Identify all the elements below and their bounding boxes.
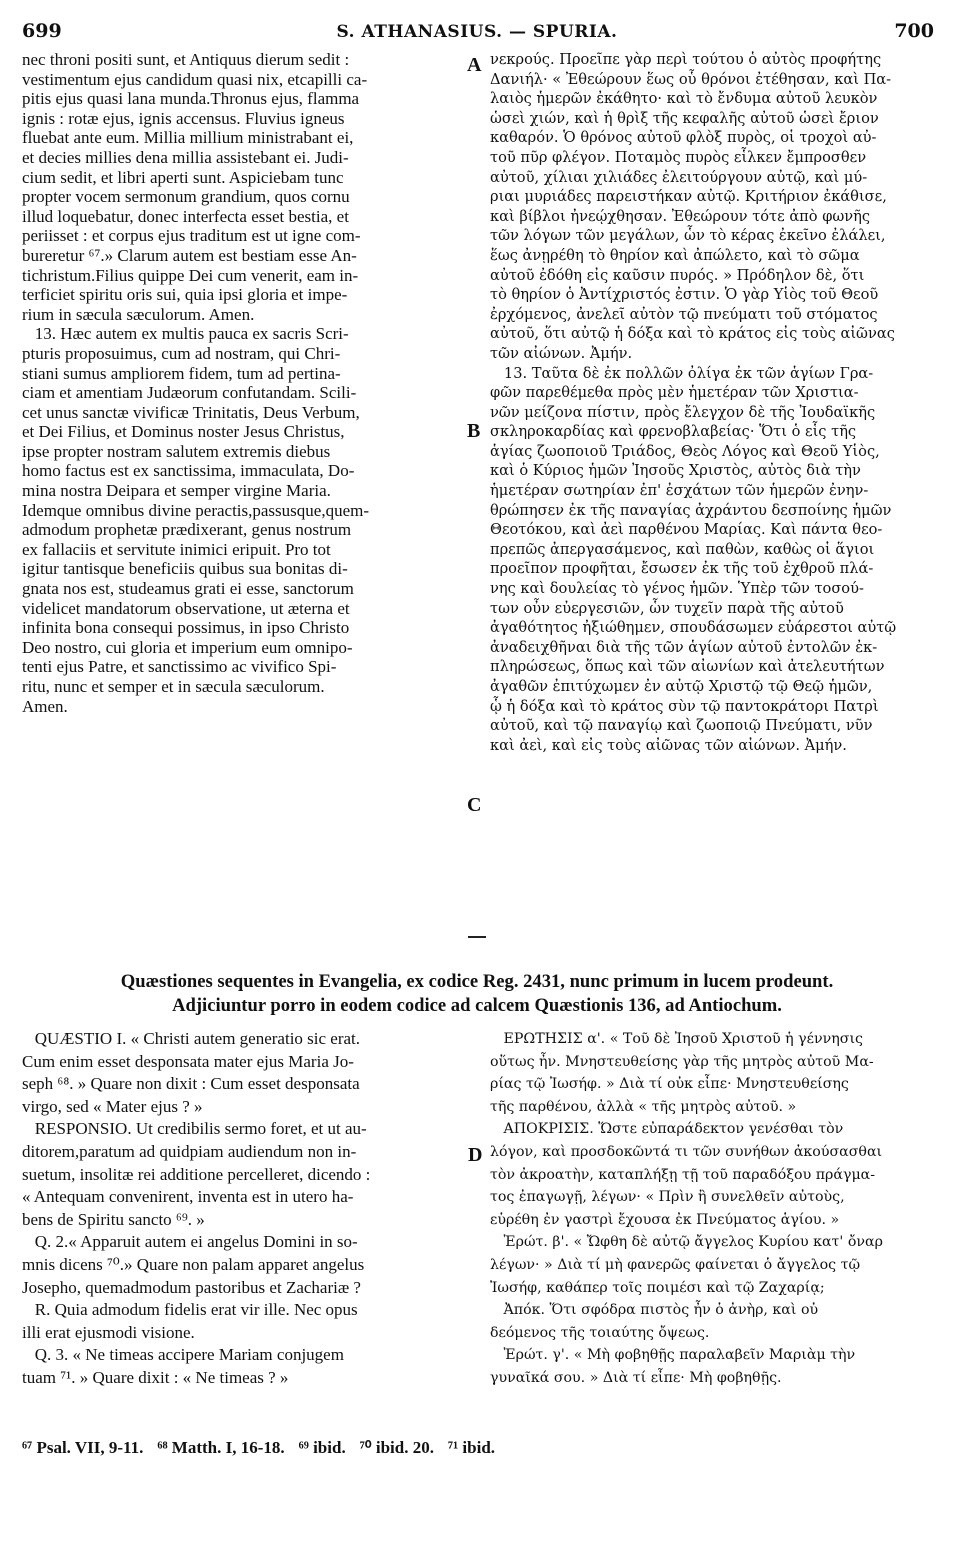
latin-line: QUÆSTIO I. « Christi autem generatio sic erat.: [22, 1029, 361, 1048]
greek-line: Ἐρώτ. γ'. « Μὴ φοβηθῇς παραλαβεῖν Μαριὰμ τὴν: [490, 1347, 856, 1364]
latin-line: « Antequam convenirent, inventa est in utero ha-: [22, 1187, 354, 1207]
greek-line: ἕως ἀνῃρέθη τὸ θηρίον καὶ ἀπώλετο, καὶ τὸ σῶμα: [490, 246, 860, 264]
greek-line: γυναῖκά σου. » Διὰ τί εἶπε· Μὴ φοβηθῇς.: [490, 1369, 782, 1386]
footnote: ⁷⁰ ibid. 20.: [359, 1438, 434, 1457]
latin-line: rium in sæcula sæculorum. Amen.: [22, 304, 255, 324]
latin-line: pturis proposuimus, cum ad nostram, qui Chri-: [22, 343, 341, 363]
greek-line: Θεοτόκου, καὶ ἀεὶ παρθένου Μαρίας. Καὶ πάντα θεο-: [490, 521, 883, 539]
latin-line: admodum prophetæ prædixerant, genus nostrum: [22, 520, 352, 540]
greek-line: αὐτοῦ, χίλιαι χιλιάδες ἐλειτούργουν αὐτῷ, καὶ μύ-: [490, 168, 868, 186]
greek-line: ἀγαθότητος ἠξιώθημεν, σπουδάσωμεν εὐάρεστοι αὐτῷ: [490, 619, 897, 637]
greek-line: τῆς παρθένου, ἀλλὰ « τῆς μητρὸς αὐτοῦ. »: [490, 1098, 797, 1115]
latin-line: 13. Hæc autem ex multis pauca ex sacris Scri-: [22, 324, 349, 344]
latin-line: et Dei Filius, et Dominus noster Jesus Christus,: [22, 422, 345, 442]
section-divider: [468, 936, 486, 938]
latin-line: Amen.: [22, 696, 68, 716]
greek-line: τῶν αἰώνων. Ἀμήν.: [490, 344, 633, 362]
greek-line: φῶν παρεθέμεθα πρὸς μὲν ἡμετέραν τῶν Χριστια-: [490, 384, 859, 402]
greek-line: οὕτως ἦν. Μνηστευθείσης γὰρ τῆς μητρὸς αὐτοῦ Μα-: [490, 1053, 874, 1070]
greek-line: ἁγίας ζωοποιοῦ Τριάδος, Θεὸς Λόγος καὶ Θεοῦ Υἱὸς,: [490, 442, 880, 460]
greek-line: ἀναδειχθῆναι διὰ τῆς τῶν ἁγίων αὐτοῦ ἐντολῶν ἐκ-: [490, 638, 878, 656]
latin-line: bureretur ⁶⁷.» Clarum autem est bestiam esse An-: [22, 245, 357, 265]
latin-line: tichristum.Filius quippe Dei cum venerit, eam in-: [22, 265, 359, 285]
greek-line: θρώπησεν ἐκ τῆς παναγίας ἀχράντου δεσποίνης ἡμῶν: [490, 501, 892, 519]
greek-line: καὶ ὁ Κύριος ἡμῶν Ἰησοῦς Χριστὸς, αὐτὸς διὰ τὴν: [490, 462, 861, 480]
latin-line: Cum enim esset desponsata mater ejus Maria Jo-: [22, 1051, 354, 1071]
latin-line: ritu, nunc et semper et in sæcula sæculorum.: [22, 677, 325, 696]
footnote: ⁷¹ ibid.: [447, 1438, 496, 1457]
greek-line: νεκρούς. Προεῖπε γὰρ περὶ τούτου ὁ αὐτὸς προφήτης: [490, 51, 882, 68]
latin-line: ex fallaciis et servitute inimici eripuit. Pro tot: [22, 539, 331, 559]
greek-line: τῶν λόγων τῶν μεγάλων, ὧν τὸ κέρας ἐκεῖνο ἐλάλει,: [490, 227, 886, 245]
latin-line: infinita bona consequi possimus, in ipso Christo: [22, 618, 350, 638]
greek-line: τὸ θηρίον ὁ Ἀντίχριστός ἐστιν. Ὁ γὰρ Υἱὸς τοῦ Θεοῦ: [490, 286, 879, 304]
greek-line: 13. Ταῦτα δὲ ἐκ πολλῶν ὀλίγα ἐκ τῶν ἁγίων Γρα-: [490, 364, 874, 382]
greek-line: καὶ ἀεὶ, καὶ εἰς τοὺς αἰῶνας τῶν αἰώνων. Ἀμήν.: [490, 736, 847, 754]
greek-line: καθαρόν. Ὁ θρόνος αὐτοῦ φλὸξ πυρὸς, οἱ τροχοὶ αὐ-: [490, 129, 877, 147]
latin-line: nec throni positi sunt, et Antiquus dierum sedit :: [22, 50, 350, 69]
latin-line: virgo, sed « Mater ejus ? »: [22, 1096, 203, 1116]
greek-line: τος ἐπαγωγῇ, λέγων· « Πρὶν ἢ συνελθεῖν αὐτοὺς,: [490, 1189, 845, 1206]
latin-line: ciam et amentiam Judæorum confutandam. Scili-: [22, 383, 357, 403]
latin-line: illi erat ejusmodi visione.: [22, 1322, 195, 1342]
latin-line: bens de Spiritu sancto ⁶⁹. »: [22, 1209, 205, 1229]
greek-line: προεῖπον προφῆται, ἔσωσεν ἐκ τῆς τοῦ ἐχθροῦ πλά-: [490, 560, 874, 578]
greek-line: πληρώσεως, ὅπως καὶ τῶν αἰωνίων καὶ ἀτελευτήτων: [490, 658, 885, 676]
page-number-right: 700: [894, 20, 934, 42]
latin-line: igitur tantisque beneficiis quibus sua bonitas di-: [22, 559, 348, 579]
greek-line: ΑΠΟΚΡΙΣΙΣ. Ὥστε εὐπαράδεκτον γενέσθαι τὸν: [490, 1121, 844, 1138]
latin-line: videlicet mandatorum observatione, ut æterna et: [22, 598, 350, 618]
latin-line: ipse propter nostram salutem extremis diebus: [22, 441, 331, 461]
latin-line: seph ⁶⁸. » Quare non dixit : Cum esset desponsata: [22, 1074, 360, 1094]
section-heading: [20, 970, 934, 1018]
footnote: ⁶⁹ ibid.: [298, 1438, 346, 1457]
running-header: [0, 14, 954, 44]
greek-line: των οὖν εὐεργεσιῶν, ὧν τυχεῖν παρὰ τῆς αὐτοῦ: [490, 599, 844, 617]
latin-line: fluebat ante eum. Millia millium ministrabant ei,: [22, 128, 354, 148]
latin-line: Q. 2.« Apparuit autem ei angelus Domini in so-: [22, 1232, 358, 1252]
greek-column-top: [490, 50, 935, 755]
greek-line: ριαι μυριάδες παρειστήκαν αὐτῷ. Κριτήριον ἐκάθισε,: [490, 188, 887, 206]
latin-line: propter vocem sermonum grandium, quos cornu: [22, 187, 350, 207]
greek-line: Ἐρώτ. β'. « Ὤφθη δὲ αὐτῷ ἄγγελος Κυρίου κατ' ὄναρ: [490, 1234, 883, 1251]
latin-line: mina nostra Deipara et semper virgine Maria.: [22, 481, 331, 501]
latin-line: R. Quia admodum fidelis erat vir ille. Nec opus: [22, 1300, 358, 1320]
footnotes: [22, 1438, 922, 1458]
greek-line: ρίας τῷ Ἰωσήφ. » Διὰ τί οὐκ εἶπε· Μνηστευθείσης: [490, 1076, 849, 1093]
greek-line: αὐτοῦ, καὶ τῷ παναγίῳ καὶ ζωοποιῷ Πνεύματι, νῦν: [490, 717, 873, 735]
greek-line: ἀγαθῶν ἐπιτύχωμεν ἐν αὐτῷ Χριστῷ τῷ Θεῷ ἡμῶν,: [490, 678, 873, 695]
greek-line: λαιὸς ἡμερῶν ἐκάθητο· καὶ τὸ ἔνδυμα αὐτοῦ λευκὸν: [490, 90, 878, 108]
latin-column-bottom: [22, 1028, 462, 1390]
greek-column-bottom: [490, 1028, 935, 1390]
running-title: S. ATHANASIUS. — SPURIA.: [336, 22, 618, 42]
latin-line: suetum, insolitæ rei additione percelleret, dicendo :: [22, 1164, 371, 1184]
greek-line: νῶν μείζονα πίστιν, πρὸς ἔλεγχον δὲ τῆς Ἰουδαϊκῆς: [490, 403, 876, 421]
latin-line: RESPONSIO. Ut credibilis sermo foret, et ut au-: [22, 1119, 367, 1139]
latin-line: terficiet spiritu oris sui, quia ipsi gloria et impe-: [22, 285, 348, 305]
latin-line: pitis ejus quasi lana munda.Thronus ejus, flamma: [22, 89, 360, 109]
footnote: ⁶⁸ Matth. I, 16-18.: [157, 1438, 285, 1457]
latin-line: cet unus sanctæ vivificæ Trinitatis, Deus Verbum,: [22, 402, 360, 422]
latin-line: Idemque omnibus divine peractis,passusque,quem-: [22, 500, 370, 520]
greek-line: αὐτοῦ ἐδόθη εἰς καῦσιν πυρός. » Πρόδηλον δὲ, ὅτι: [490, 266, 865, 284]
margin-marker-d: D: [468, 1144, 483, 1166]
greek-line: αὐτοῦ, ὅτι αὐτῷ ἡ δόξα καὶ τὸ κράτος εἰς τοὺς αἰῶνας: [490, 325, 895, 343]
heading-line: Quæstiones sequentes in Evangelia, ex codice Reg. 2431, nunc primum in lucem prodeunt.: [120, 971, 834, 992]
greek-line: ΕΡΩΤΗΣΙΣ α'. « Τοῦ δὲ Ἰησοῦ Χριστοῦ ἡ γέννησις: [490, 1031, 863, 1047]
margin-marker-a: A: [467, 54, 482, 76]
greek-line: σκληροκαρδίας καὶ φρενοβλαβείας· Ὅτι ὁ εἷς τῆς: [490, 423, 857, 441]
latin-column-top: [22, 50, 462, 716]
latin-line: ignis : rotæ ejus, ignis accensus. Fluvius igneus: [22, 108, 345, 128]
footnote: ⁶⁷ Psal. VII, 9-11.: [22, 1438, 144, 1457]
latin-line: Deo nostro, cui gloria et imperium eum omnipo-: [22, 637, 353, 657]
latin-line: cium sedit, et libri aperti sunt. Aspiciebam tunc: [22, 167, 344, 187]
greek-line: ἐρχόμενος, ἀνελεῖ αὐτὸν τῷ πνεύματι τοῦ στόματος: [490, 305, 878, 323]
latin-line: Josepho, quemadmodum pastoribus et Zachariæ ?: [22, 1277, 361, 1297]
greek-line: ἡμετέραν σωτηρίαν ἐπ' ἐσχάτων τῶν ἡμερῶν ἐνην-: [490, 482, 869, 500]
greek-line: εὑρέθη ἐν γαστρὶ ἔχουσα ἐκ Πνεύματος ἁγίου. »: [490, 1211, 840, 1228]
greek-line: τοῦ πῦρ φλέγον. Ποταμὸς πυρὸς εἷλκεν ἔμπροσθεν: [490, 148, 867, 166]
heading-line: Adjiciuntur porro in eodem codice ad calcem Quæstionis 136, ad Antiochum.: [172, 995, 782, 1016]
latin-line: gnata nos est, studeamus grati ei esse, sanctorum: [22, 579, 354, 599]
latin-line: periisset : et corpus ejus traditum est ut igne com-: [22, 226, 361, 246]
latin-line: Q. 3. « Ne timeas accipere Mariam conjugem: [22, 1345, 344, 1365]
greek-line: δεόμενος τῆς τοιαύτης ὄψεως.: [490, 1324, 710, 1341]
latin-line: vestimentum ejus candidum quasi nix, etcapilli ca-: [22, 69, 368, 89]
greek-line: Δανιήλ· « Ἐθεώρουν ἕως οὗ θρόνοι ἐτέθησαν, καὶ Πα-: [490, 70, 892, 88]
latin-line: stiani sumus ampliorem fidem, tum ad pertina-: [22, 363, 341, 383]
greek-line: Ἀπόκ. Ὅτι σφόδρα πιστὸς ἦν ὁ ἀνὴρ, καὶ οὐ: [490, 1302, 819, 1319]
latin-line: ditorem,paratum ad quidpiam audiendum non in-: [22, 1141, 357, 1161]
greek-line: καὶ βίβλοι ἠνεῴχθησαν. Ἐθεώρουν τότε ἀπὸ φωνῆς: [490, 207, 871, 225]
latin-line: mnis dicens ⁷⁰.» Quare non palam apparet angelus: [22, 1254, 365, 1274]
latin-line: tuam ⁷¹. » Quare dixit : « Ne timeas ? »: [22, 1367, 289, 1387]
margin-marker-c: C: [467, 794, 482, 816]
greek-line: πρεπῶς ἀπεργασάμενος, καὶ παθὼν, καθὼς οἱ ἅγιοι: [490, 540, 875, 558]
greek-line: τὸν ἀκροατὴν, καταπλήξῃ τῇ τοῦ παραδόξου πράγμα-: [490, 1166, 876, 1183]
page-number-left: 699: [22, 20, 62, 42]
greek-line: ᾧ ἡ δόξα καὶ τὸ κράτος σὺν τῷ παντοκράτορι Πατρὶ: [490, 697, 879, 715]
latin-line: homo factus est ex sanctissima, immaculata, Do-: [22, 461, 355, 481]
greek-line: λέγων· » Διὰ τί μὴ φανερῶς φαίνεται ὁ ἄγγελος τῷ: [490, 1256, 861, 1273]
greek-line: νης καὶ δουλείας τὸ γένος ἡμῶν. Ὑπὲρ τῶν τοσού-: [490, 580, 864, 598]
greek-line: λόγον, καὶ προσδοκῶντά τι τῶν συνήθων ἀκούσασθαι: [490, 1143, 883, 1160]
greek-line: ὡσεὶ χιών, καὶ ἡ θρὶξ τῆς κεφαλῆς αὐτοῦ ὡσεὶ ἔριον: [490, 109, 879, 127]
margin-marker-b: B: [467, 420, 481, 442]
latin-line: illud loquebatur, donec interfecta esset bestia, et: [22, 206, 349, 226]
greek-line: Ἰωσήφ, καθάπερ τοῖς ποιμέσι καὶ τῷ Ζαχαρίᾳ;: [490, 1279, 825, 1296]
latin-line: et decies millies dena millia assistebant ei. Judi-: [22, 147, 349, 167]
latin-line: tenti ejus Patre, et sanctissimo ac vivifico Spi-: [22, 657, 337, 677]
